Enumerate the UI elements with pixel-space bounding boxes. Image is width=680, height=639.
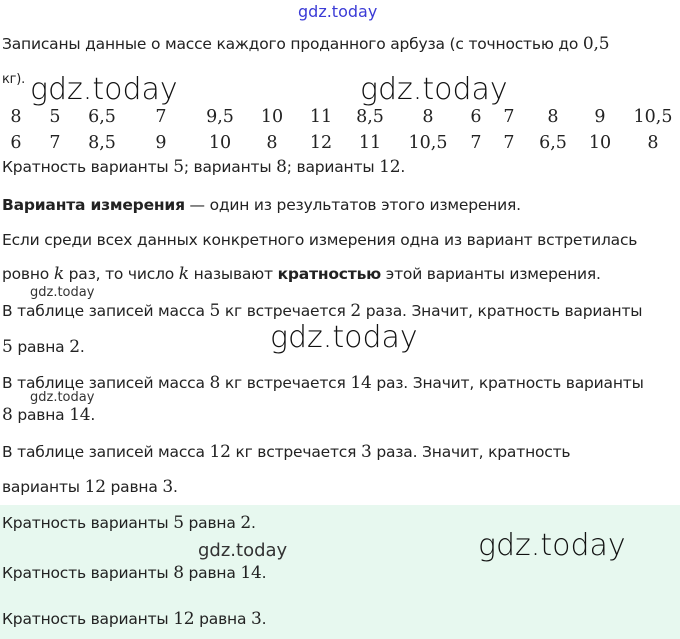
definition-line [2,196,521,214]
p2-value: 14 [350,373,372,393]
intro-line-1 [2,34,609,54]
watermark: gdz.today [270,320,418,355]
table-cell: 9 [594,107,606,127]
table-cell: 10 [208,133,232,153]
p3-value: 3 [162,477,173,497]
table-cell: 8,5 [88,133,116,153]
watermark: gdz.today [360,72,508,107]
watermark: gdz.today [198,540,288,561]
answer-text: . [261,610,267,628]
table-cell: 7 [470,133,482,153]
table-cell: 7 [503,107,515,127]
p1-value: 5 [2,337,13,357]
p2-value: 14 [69,405,91,425]
rule-line-1: Если среди всех данных конкретного измерения одна из вариант встретилась [2,231,638,249]
rule-text: раз, то число [63,265,179,283]
p1-text: равна [12,338,70,356]
rule-text: называют [188,265,278,283]
p3-text: раза. Значит, кратность [371,443,571,461]
answer-value: 12 [173,609,195,629]
task-text: ; варианты [286,158,380,176]
p3-text: . [173,478,178,496]
answer-text: Кратность варианты [2,514,174,532]
rule-text: ровно [2,265,54,283]
task-value: 5 [173,157,184,177]
rule-term: кратностью [277,265,382,283]
table-cell: 10,5 [633,107,673,127]
paragraph-2-line-2 [2,405,95,425]
answer-value: 8 [173,563,184,583]
answer-text: равна [194,610,251,628]
p1-text: В таблице записей масса [2,302,210,320]
definition-text: — один из результатов этого измерения. [184,196,521,214]
answer-value: 3 [250,609,262,629]
paragraph-3-line-2 [2,477,178,497]
task-text: Кратность варианты [2,158,174,176]
table-cell: 10,5 [408,133,448,153]
p2-text: раз. Значит, кратность варианты [371,374,644,392]
precision-value: 0,5 [582,34,610,54]
table-cell: 8 [10,107,22,127]
answer-text: Кратность варианты [2,610,174,628]
table-cell: 11 [358,133,382,153]
intro-line-2: кг). [2,72,26,87]
p2-text: . [90,406,96,424]
rule-variable: k [53,264,64,284]
p1-text: раза. Значит, кратность варианты [360,302,643,320]
watermark: gdz.today [30,285,95,300]
table-cell: 6,5 [88,107,116,127]
rule-variable: k [178,264,189,284]
p3-value: 12 [209,442,231,462]
answer-text: . [251,514,256,532]
table-cell: 6,5 [539,133,567,153]
rule-text: этой варианты измерения. [381,265,601,283]
p3-value: 12 [84,477,106,497]
table-cell: 11 [309,107,333,127]
table-cell: 10 [260,107,284,127]
task-text: ; варианты [183,158,277,176]
p1-text: кг встречается [220,302,351,320]
watermark: gdz.today [478,528,626,563]
p2-value: 8 [209,373,221,393]
paragraph-1-line-1 [2,301,642,321]
table-cell: 12 [309,133,333,153]
p2-value: 8 [2,405,13,425]
table-cell: 10 [588,133,612,153]
paragraph-2-line-1 [2,373,644,393]
table-cell: 5 [49,107,61,127]
table-cell: 7 [49,133,61,153]
table-cell: 8,5 [356,107,384,127]
answer-text: Кратность варианты [2,564,174,582]
watermark: gdz.today [30,390,95,405]
table-cell: 8 [547,107,559,127]
paragraph-1-line-2 [2,337,85,357]
answer-line-2 [2,563,266,583]
table-cell: 7 [503,133,515,153]
answer-line-3 [2,609,266,629]
p2-text: В таблице записей масса [2,374,210,392]
answer-value: 5 [173,513,184,533]
task-value: 8 [276,157,287,177]
table-cell: 6 [10,133,22,153]
answer-text: . [261,564,267,582]
table-cell: 8 [266,133,278,153]
answer-value: 2 [240,513,251,533]
task-value: 12 [379,157,401,177]
p3-value: 3 [360,442,372,462]
table-cell: 6 [470,107,482,127]
p3-text: В таблице записей масса [2,443,210,461]
paragraph-3-line-1 [2,442,570,462]
table-cell: 8 [647,133,659,153]
p3-text: варианты [2,478,85,496]
answer-line-1 [2,513,256,533]
table-cell: 8 [422,107,434,127]
watermark: gdz.today [30,72,178,107]
task-line [2,157,405,177]
p1-value: 2 [350,301,361,321]
table-cell: 7 [155,107,167,127]
table-cell: 9,5 [206,107,234,127]
p1-text: . [79,338,85,356]
p3-text: равна [105,478,163,496]
p2-text: кг встречается [220,374,351,392]
p3-text: кг встречается [230,443,361,461]
p1-value: 5 [209,301,221,321]
definition-term: Варианта измерения [2,196,185,214]
intro-text: Записаны данные о массе каждого проданного арбуза (с точностью до [2,35,583,53]
answer-text: равна [183,564,241,582]
watermark-top: gdz.today [298,2,378,21]
p2-text: равна [12,406,70,424]
rule-line-2 [2,264,601,284]
answer-text: равна [183,514,241,532]
answer-value: 14 [240,563,262,583]
table-cell: 9 [155,133,167,153]
p1-value: 2 [69,337,80,357]
task-text: . [400,158,406,176]
